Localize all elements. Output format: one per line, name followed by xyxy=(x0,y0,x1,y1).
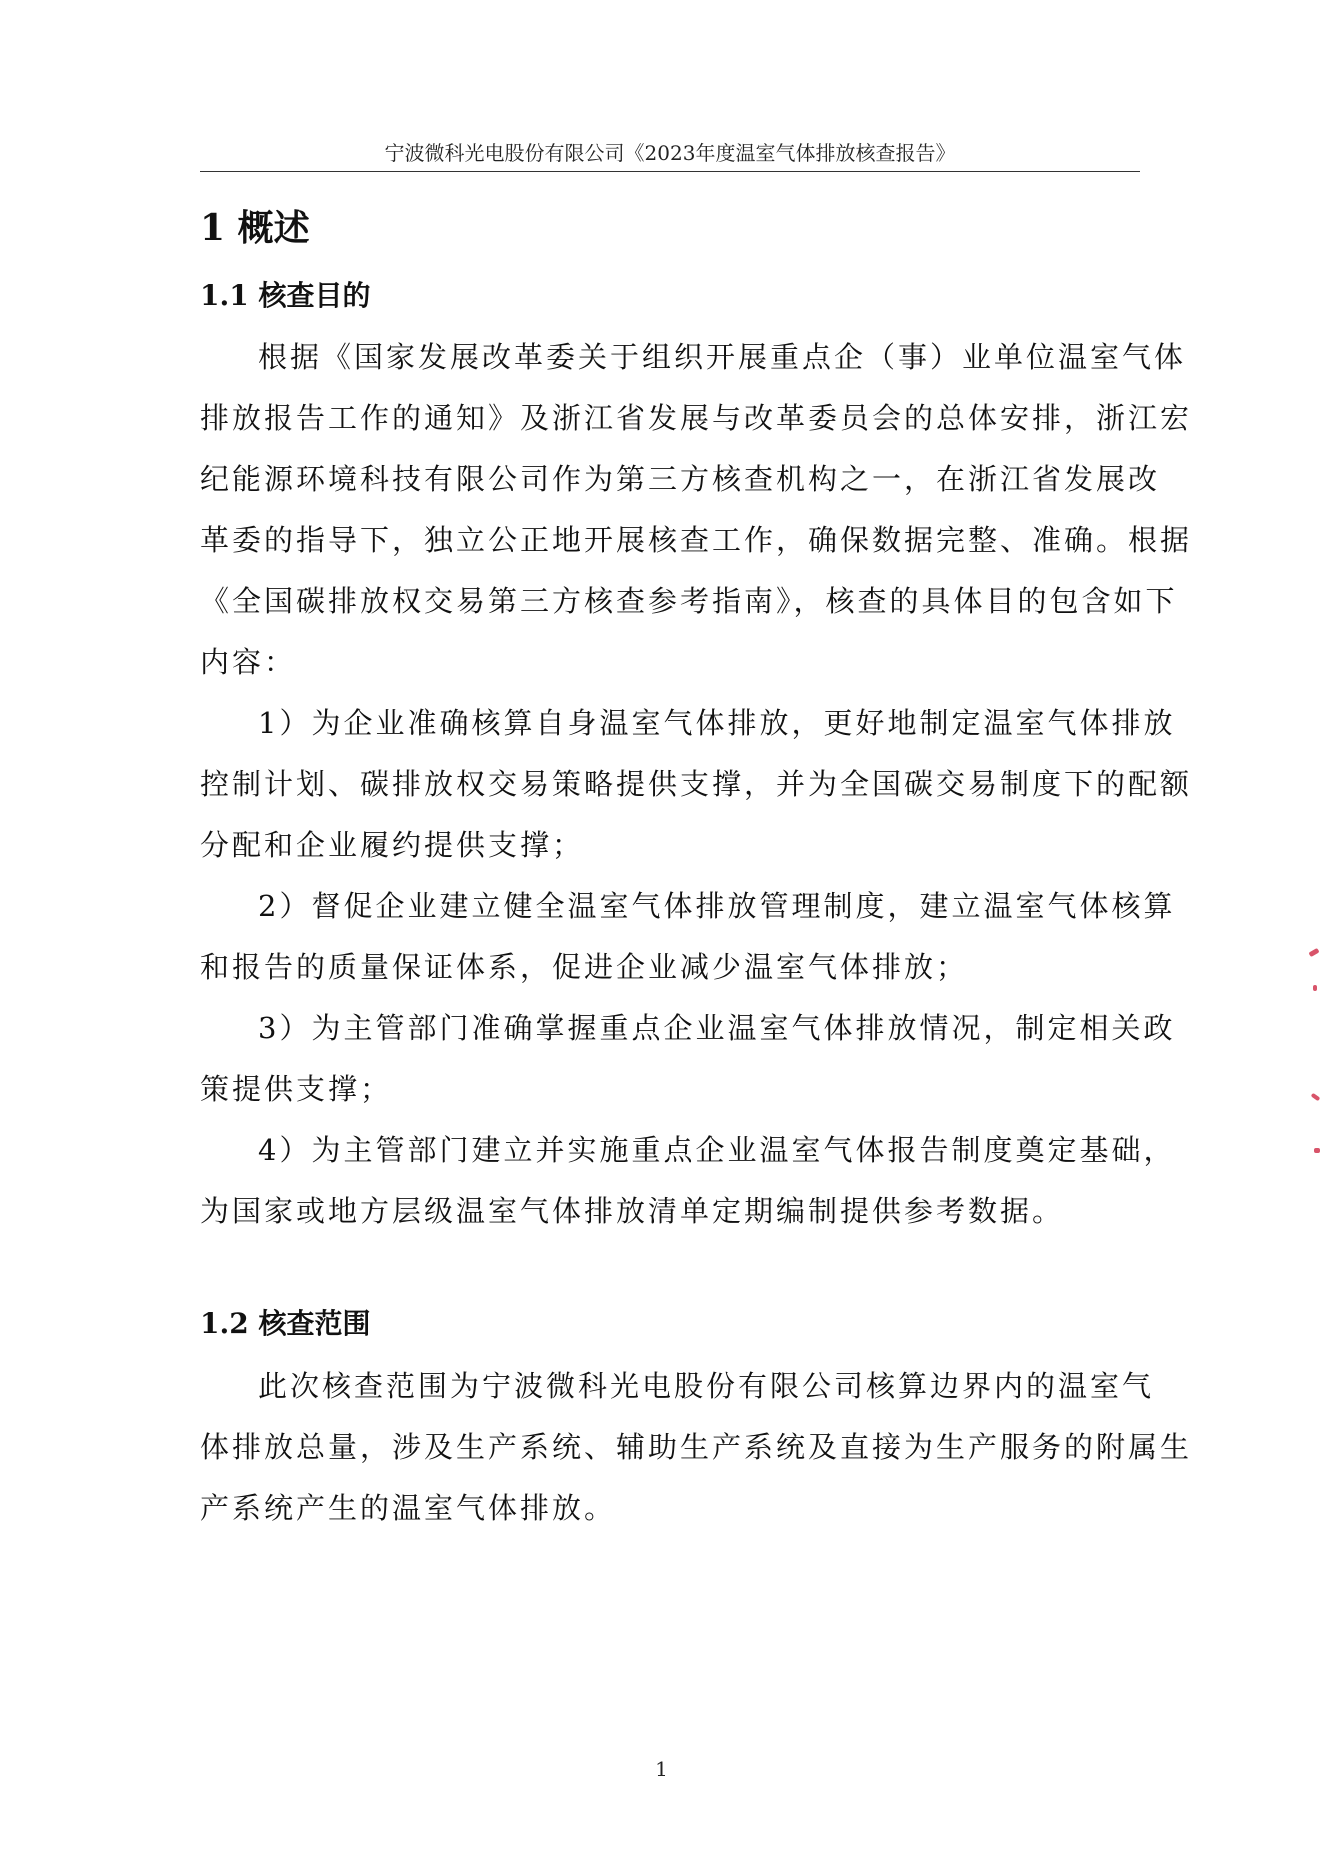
text-line: 纪能源环境科技有限公司作为第三方核查机构之一，在浙江省发展改 xyxy=(200,462,1161,496)
text-line: 内容： xyxy=(200,645,297,679)
seal-fragment-mark xyxy=(1308,948,1319,957)
text-line: 根据《国家发展改革委关于组织开展重点企（事）业单位温室气体 xyxy=(258,340,1187,374)
text-line: 1）为企业准确核算自身温室气体排放，更好地制定温室气体排放 xyxy=(258,706,1176,740)
page-header-title: 宁波微科光电股份有限公司《2023年度温室气体排放核查报告》 xyxy=(384,141,956,165)
text-line: 4）为主管部门建立并实施重点企业温室气体报告制度奠定基础， xyxy=(258,1133,1176,1167)
purpose-item-4 xyxy=(200,1120,1175,1242)
text-line: 和报告的质量保证体系，促进企业减少温室气体排放； xyxy=(200,950,969,984)
text-line: 策提供支撑； xyxy=(200,1072,393,1106)
text-line: 《全国碳排放权交易第三方核查参考指南》，核查的具体目的包含如下 xyxy=(200,584,1178,618)
purpose-item-2 xyxy=(200,876,1175,998)
seal-fragment-mark xyxy=(1314,1148,1320,1153)
scope-paragraph xyxy=(200,1356,1192,1539)
section-1-2-heading: 1.2 核查范围 xyxy=(200,1307,371,1340)
text-line: 分配和企业履约提供支撑； xyxy=(200,828,585,862)
text-line: 体排放总量，涉及生产系统、辅助生产系统及直接为生产服务的附属生 xyxy=(200,1430,1193,1464)
text-line: 产系统产生的温室气体排放。 xyxy=(200,1491,617,1525)
section-1-heading: 1 概述 xyxy=(200,207,310,249)
text-line: 3）为主管部门准确掌握重点企业温室气体排放情况，制定相关政 xyxy=(258,1011,1176,1045)
page-number: 1 xyxy=(655,1757,668,1781)
header-rule xyxy=(200,171,1140,172)
text-line: 革委的指导下，独立公正地开展核查工作，确保数据完整、准确。根据 xyxy=(200,523,1193,557)
text-line: 此次核查范围为宁波微科光电股份有限公司核算边界内的温室气 xyxy=(258,1369,1155,1403)
text-line: 控制计划、碳排放权交易策略提供支撑，并为全国碳交易制度下的配额 xyxy=(200,767,1193,801)
purpose-item-1 xyxy=(200,693,1192,876)
seal-fragment-mark xyxy=(1313,985,1317,991)
section-1-1-heading: 1.1 核查目的 xyxy=(200,279,371,312)
text-line: 2）督促企业建立健全温室气体排放管理制度，建立温室气体核算 xyxy=(258,889,1176,923)
seal-fragment-mark xyxy=(1311,1093,1321,1101)
text-line: 排放报告工作的通知》及浙江省发展与改革委员会的总体安排，浙江宏 xyxy=(200,401,1193,435)
purpose-item-3 xyxy=(200,998,1175,1120)
text-line: 为国家或地方层级温室气体排放清单定期编制提供参考数据。 xyxy=(200,1194,1065,1228)
purpose-intro-paragraph xyxy=(200,327,1192,693)
